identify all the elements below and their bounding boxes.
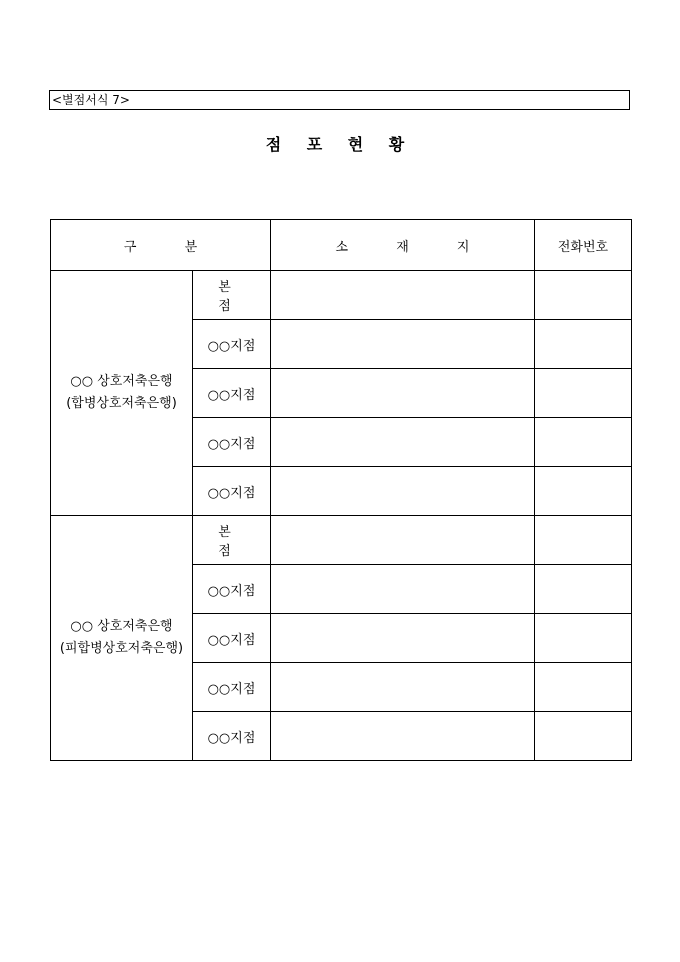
branch-label: ○○지점 [193,369,271,418]
branch-label: ○○지점 [193,565,271,614]
header-location: 소 재 지 [271,220,535,271]
location-cell [271,369,535,418]
location-cell [271,565,535,614]
page-title: 점 포 현 황 [265,135,415,154]
location-cell [271,320,535,369]
phone-cell [535,663,632,712]
phone-cell [535,418,632,467]
branch-label: 본 점 [193,516,271,565]
location-cell [271,614,535,663]
table-row [51,516,632,565]
header-category: 구 분 [51,220,271,271]
phone-cell [535,516,632,565]
phone-cell [535,320,632,369]
table-header-row [51,220,632,271]
phone-cell [535,712,632,761]
location-cell [271,516,535,565]
bank-role: (합병상호저축은행) [66,396,177,411]
branch-status-table [50,219,632,761]
phone-cell [535,271,632,320]
location-cell [271,663,535,712]
phone-cell [535,369,632,418]
bank-group-merged [51,516,193,761]
bank-name: ○○ 상호저축은행 [70,374,173,389]
phone-cell [535,614,632,663]
branch-label: ○○지점 [193,712,271,761]
header-phone: 전화번호 [535,220,632,271]
table-row [51,271,632,320]
branch-label: ○○지점 [193,467,271,516]
branch-label: ○○지점 [193,320,271,369]
location-cell [271,467,535,516]
phone-cell [535,467,632,516]
branch-label: 본 점 [193,271,271,320]
bank-group-merging [51,271,193,516]
phone-cell [535,565,632,614]
location-cell [271,418,535,467]
form-number-label: <별점서식 7> [49,90,630,110]
branch-label: ○○지점 [193,614,271,663]
branch-label: ○○지점 [193,663,271,712]
location-cell [271,271,535,320]
location-cell [271,712,535,761]
bank-name: ○○ 상호저축은행 [70,619,173,634]
branch-label: ○○지점 [193,418,271,467]
bank-role: (피합병상호저축은행) [59,641,184,656]
